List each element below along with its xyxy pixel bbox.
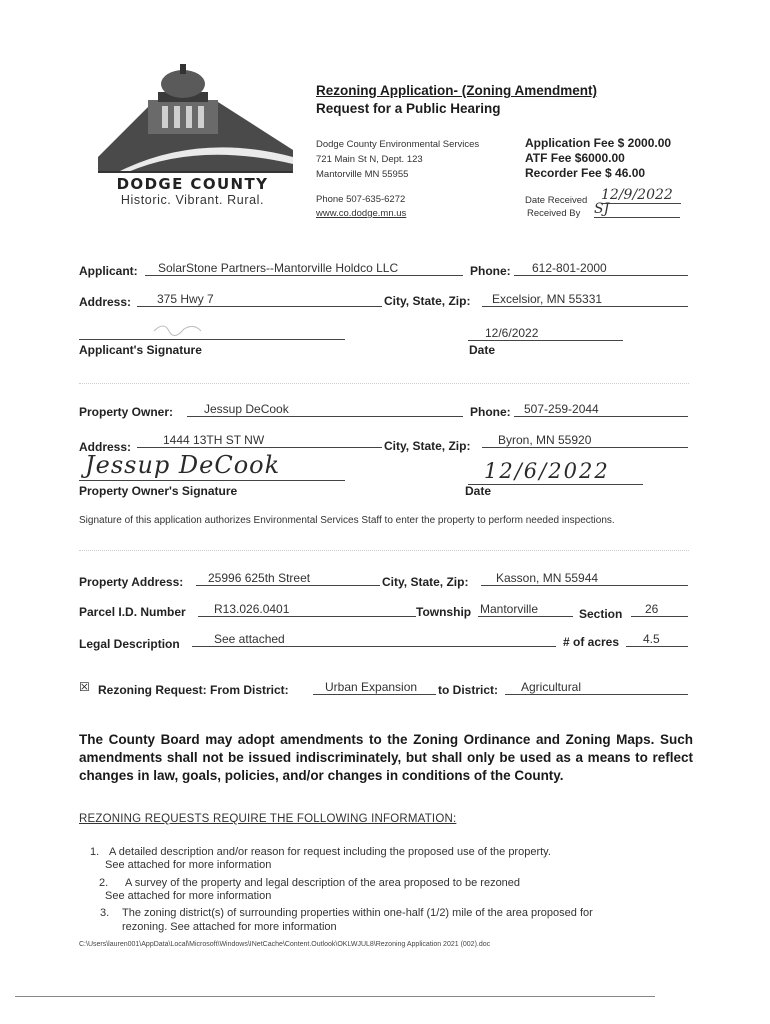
recorder-fee: Recorder Fee $ 46.00 bbox=[525, 166, 646, 180]
courthouse-logo-icon bbox=[88, 62, 303, 177]
applicant-date-field[interactable]: 12/6/2022 bbox=[468, 326, 623, 341]
applicant-address-field[interactable]: 375 Hwy 7 bbox=[137, 292, 382, 307]
property-address-field[interactable]: 25996 625th Street bbox=[196, 571, 380, 586]
to-district-label: to District: bbox=[438, 683, 498, 697]
section-field[interactable]: 26 bbox=[631, 602, 688, 617]
requirement-number: 1. bbox=[90, 846, 100, 858]
county-name: DODGE COUNTY bbox=[116, 175, 269, 193]
property-csz-label: City, State, Zip: bbox=[382, 575, 469, 589]
application-fee: Application Fee $ 2000.00 bbox=[525, 136, 672, 150]
atf-fee: ATF Fee $6000.00 bbox=[525, 151, 625, 165]
requirement-number: 2. bbox=[99, 877, 109, 889]
owner-signature: Jessup DeCook bbox=[85, 451, 281, 479]
parcel-field[interactable]: R13.026.0401 bbox=[198, 602, 416, 617]
rezoning-checkbox[interactable]: ☒ bbox=[79, 680, 90, 694]
applicant-signature-mark bbox=[149, 321, 209, 337]
office-line: Mantorville MN 55955 bbox=[316, 169, 409, 180]
office-line: 721 Main St N, Dept. 123 bbox=[316, 154, 423, 165]
applicant-field[interactable]: SolarStone Partners--Mantorville Holdco LLC bbox=[145, 261, 463, 276]
owner-date-line[interactable] bbox=[468, 459, 643, 485]
applicant-signature-line[interactable] bbox=[79, 325, 345, 340]
legal-description-field[interactable]: See attached bbox=[192, 632, 556, 647]
property-address-label: Property Address: bbox=[79, 575, 184, 589]
applicant-address-label: Address: bbox=[79, 295, 132, 309]
requirement-text: A survey of the property and legal description of the area proposed to be rezoned bbox=[125, 877, 521, 889]
page-bottom-rule bbox=[15, 996, 655, 997]
applicant-csz-label: City, State, Zip: bbox=[384, 294, 471, 308]
file-path-footer: C:\Users\lauren001\AppData\Local\Microsoft\Windows\INetCache\Content.Outlook\OKLWJUL8\Rezoning Application 2021 (002).doc bbox=[79, 941, 491, 948]
owner-phone-label: Phone: bbox=[470, 405, 511, 419]
section-divider bbox=[79, 383, 689, 384]
property-csz-field[interactable]: Kasson, MN 55944 bbox=[481, 571, 688, 586]
township-label: Township bbox=[416, 605, 472, 619]
legal-description-label: Legal Description bbox=[79, 637, 180, 651]
requirement-note: rezoning. See attached for more information bbox=[122, 921, 337, 933]
owner-phone-field[interactable]: 507-259-2044 bbox=[514, 402, 688, 417]
owner-signature-line[interactable] bbox=[79, 451, 345, 481]
applicant-csz-field[interactable]: Excelsior, MN 55331 bbox=[482, 292, 688, 307]
office-website-link[interactable]: www.co.dodge.mn.us bbox=[316, 208, 407, 219]
received-by-value: SJ bbox=[594, 201, 680, 218]
requirement-note: See attached for more information bbox=[105, 859, 272, 871]
requirement-note: See attached for more information bbox=[105, 890, 272, 902]
requirement-number: 3. bbox=[100, 907, 110, 919]
county-board-notice: The County Board may adopt amendments to the Zoning Ordinance and Zoning Maps. Such amendments shall not be issued indiscriminately, but shall only be used as a means to reflect changes in law, goals, policies, and/or changes in conditions of the County. bbox=[79, 732, 693, 783]
rezoning-from-label: Rezoning Request: From District: bbox=[98, 683, 289, 697]
owner-csz-label: City, State, Zip: bbox=[384, 439, 471, 453]
requirement-text: The zoning district(s) of surrounding properties within one-half (1/2) mile of the area proposed for bbox=[122, 907, 593, 919]
owner-csz-field[interactable]: Byron, MN 55920 bbox=[482, 433, 688, 448]
owner-field[interactable]: Jessup DeCook bbox=[187, 402, 463, 417]
owner-address-field[interactable]: 1444 13TH ST NW bbox=[137, 433, 382, 448]
applicant-label: Applicant: bbox=[79, 264, 138, 278]
requirements-title: REZONING REQUESTS REQUIRE THE FOLLOWING INFORMATION: bbox=[79, 813, 457, 825]
applicant-date-label: Date bbox=[469, 343, 496, 357]
authorization-text: Signature of this application authorizes Environmental Services Staff to enter the property to perform needed inspections. bbox=[79, 515, 615, 526]
section-label: Section bbox=[579, 607, 623, 621]
acres-label: # of acres bbox=[563, 635, 620, 649]
received-by-label: Received By bbox=[527, 208, 581, 219]
form-subtitle: Request for a Public Hearing bbox=[316, 101, 501, 116]
date-received-value: 12/9/2022 bbox=[601, 187, 681, 204]
parcel-label: Parcel I.D. Number bbox=[79, 605, 186, 619]
requirement-text: A detailed description and/or reason for request including the proposed use of the property. bbox=[109, 846, 551, 858]
from-district-field[interactable]: Urban Expansion bbox=[313, 680, 436, 695]
owner-date-value: 12/6/2022 bbox=[484, 459, 610, 483]
section-divider bbox=[79, 550, 689, 551]
owner-date-label: Date bbox=[465, 484, 492, 498]
county-tagline: Historic. Vibrant. Rural. bbox=[120, 193, 265, 207]
office-line: Dodge County Environmental Services bbox=[316, 139, 480, 150]
acres-field[interactable]: 4.5 bbox=[626, 632, 688, 647]
form-title: Rezoning Application- (Zoning Amendment) bbox=[316, 83, 597, 98]
applicant-signature-label: Applicant's Signature bbox=[79, 343, 202, 357]
owner-address-label: Address: bbox=[79, 440, 132, 454]
office-phone: Phone 507-635-6272 bbox=[316, 194, 406, 205]
township-field[interactable]: Mantorville bbox=[478, 602, 573, 617]
applicant-phone-field[interactable]: 612-801-2000 bbox=[514, 261, 688, 276]
owner-signature-label: Property Owner's Signature bbox=[79, 484, 238, 498]
applicant-phone-label: Phone: bbox=[470, 264, 511, 278]
date-received-label: Date Received bbox=[525, 195, 588, 206]
owner-label: Property Owner: bbox=[79, 405, 174, 419]
to-district-field[interactable]: Agricultural bbox=[505, 680, 688, 695]
